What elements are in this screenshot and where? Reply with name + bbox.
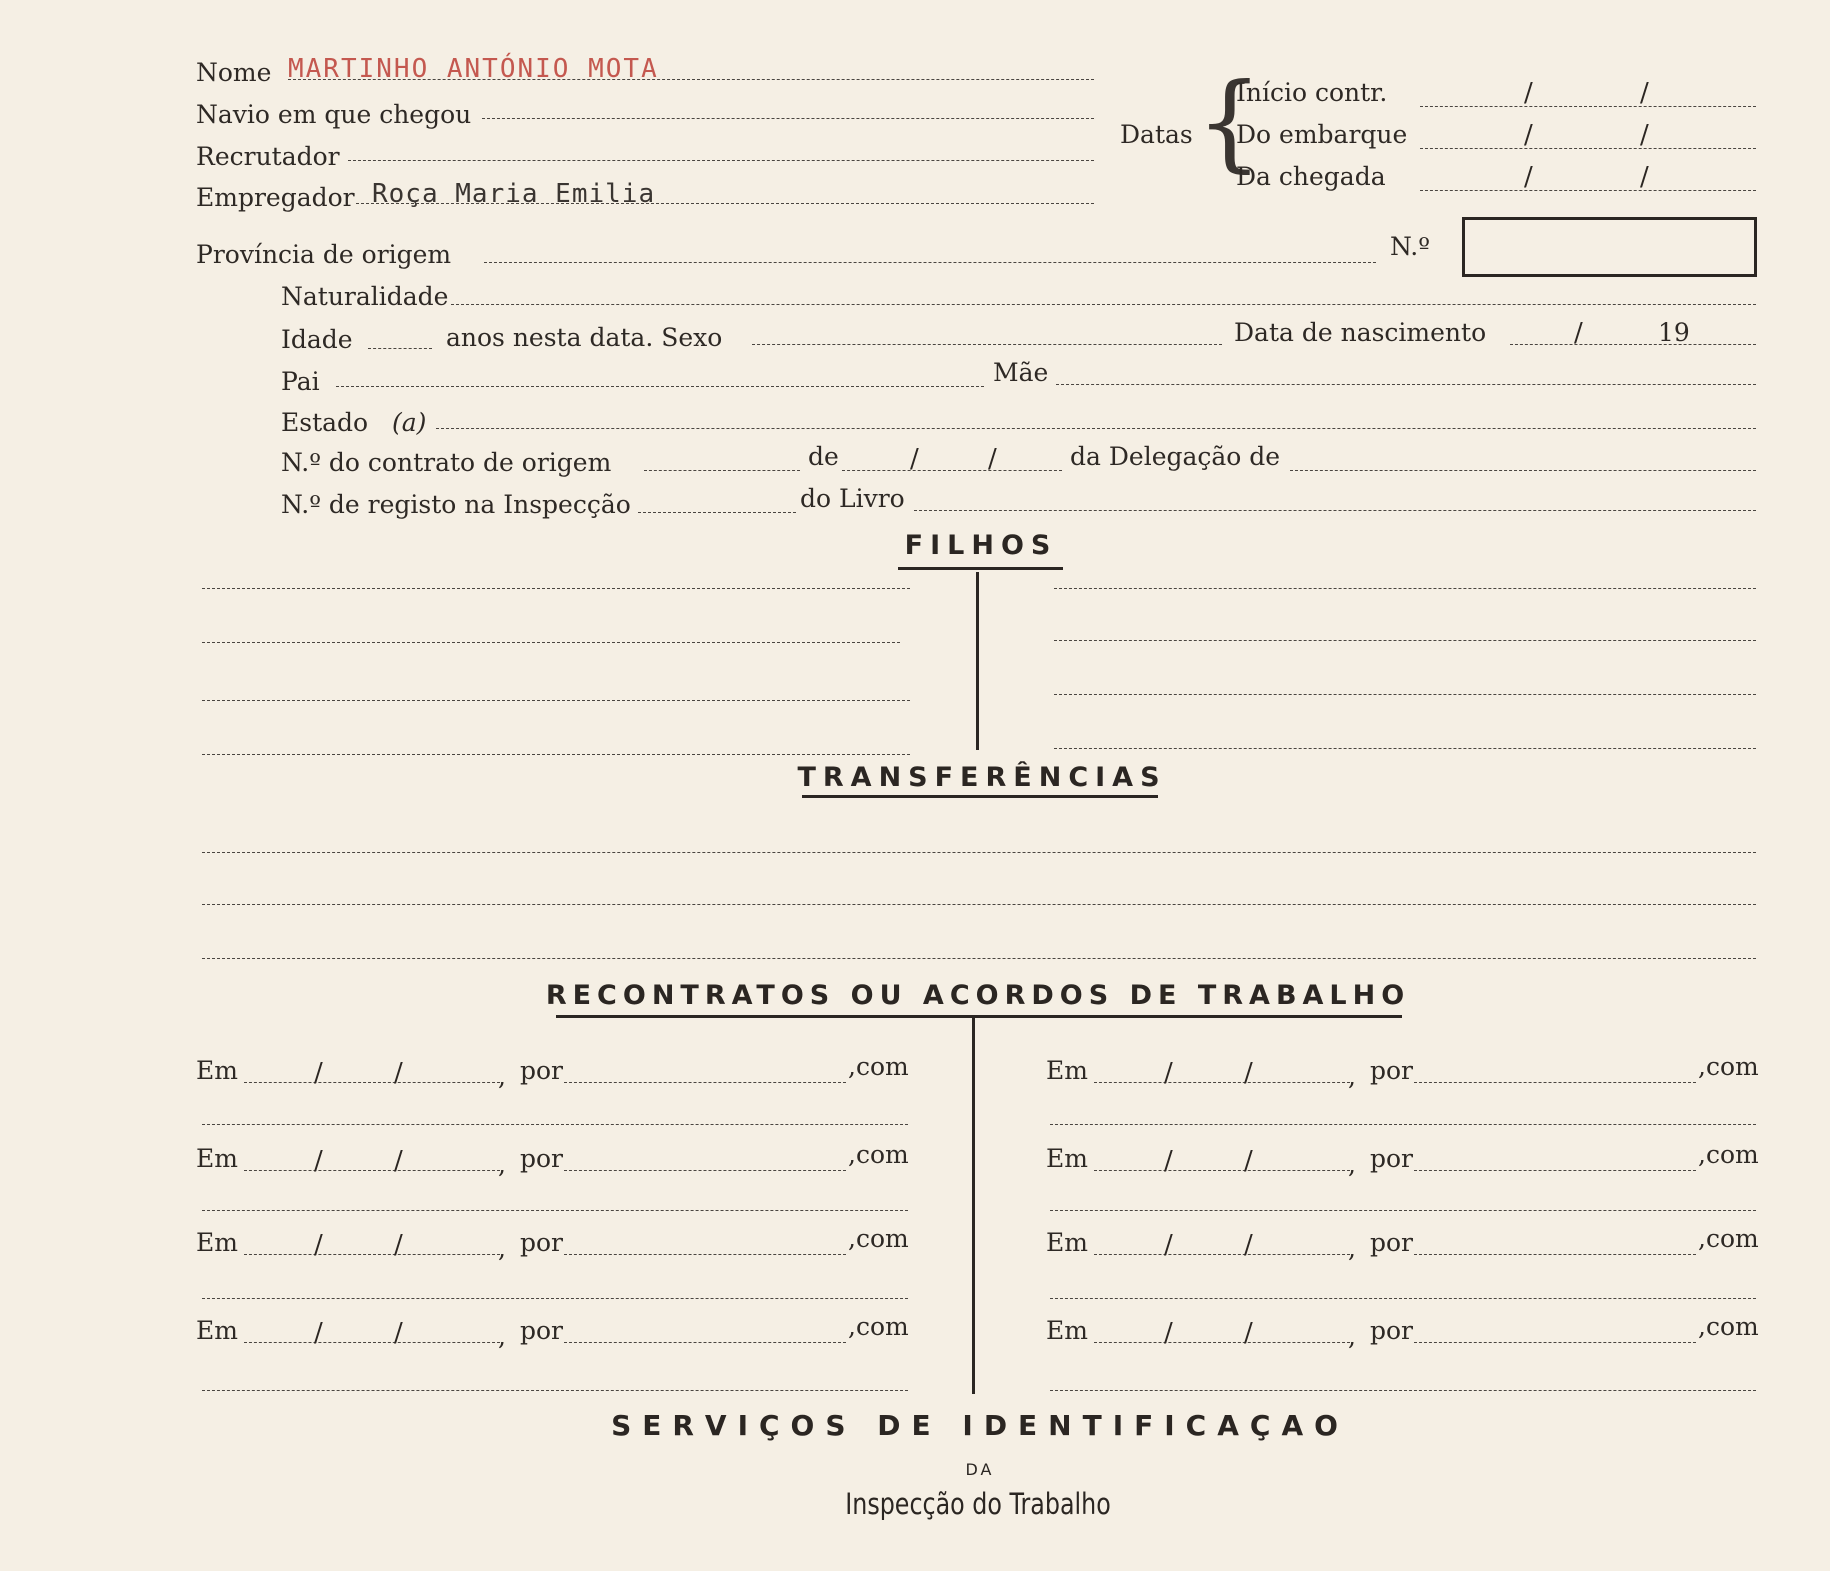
- date-separator: /: [1524, 120, 1533, 150]
- por-label: por: [1370, 1228, 1414, 1257]
- em-date-line: [244, 1170, 500, 1171]
- inicio-label: Início contr.: [1236, 78, 1388, 107]
- date-separator: /: [1164, 1058, 1173, 1088]
- recrutador-line: [348, 160, 1094, 161]
- comma-mark: ,: [498, 1234, 506, 1263]
- date-separator: /: [394, 1230, 403, 1260]
- em-date-line: [1094, 1170, 1350, 1171]
- em-label: Em: [1046, 1056, 1088, 1085]
- idade-line: [368, 348, 432, 349]
- date-separator: /: [314, 1146, 323, 1176]
- date-separator: /: [314, 1058, 323, 1088]
- date-separator: /: [1524, 162, 1533, 192]
- recontrato-separator-line: [202, 1124, 908, 1125]
- transferencias-line: [202, 958, 1756, 959]
- footer-da: DA: [965, 1460, 995, 1479]
- filhos-divider: [976, 572, 979, 750]
- por-label: por: [520, 1228, 564, 1257]
- com-label: ,com: [1698, 1052, 1759, 1081]
- recontratos-underline: [556, 1015, 1402, 1018]
- numero-label: N.º: [1390, 232, 1430, 261]
- em-date-line: [1094, 1342, 1350, 1343]
- date-separator: /: [1244, 1230, 1253, 1260]
- recontrato-separator-line: [1050, 1124, 1756, 1125]
- inicio-line: [1420, 106, 1756, 107]
- chegada-label: Da chegada: [1236, 162, 1386, 191]
- com-label: ,com: [848, 1224, 909, 1253]
- filhos-line: [202, 700, 910, 701]
- year-prefix: 19: [1658, 318, 1690, 347]
- contrato-label: N.º do contrato de origem: [281, 448, 612, 477]
- em-date-line: [244, 1082, 500, 1083]
- nascimento-line: [1510, 344, 1756, 345]
- chegada-line: [1420, 190, 1756, 191]
- comma-mark: ,: [498, 1150, 506, 1179]
- numero-box: [1462, 217, 1757, 277]
- servicos-heading: SERVIÇOS DE IDENTIFICAÇAO: [611, 1409, 1349, 1442]
- recontrato-separator-line: [1050, 1210, 1756, 1211]
- delegacao-label: da Delegação de: [1070, 442, 1281, 471]
- filhos-line: [1054, 748, 1756, 749]
- contrato-date-line: [842, 470, 1062, 471]
- por-line: [564, 1082, 846, 1083]
- mae-line: [1056, 384, 1756, 385]
- com-label: ,com: [1698, 1312, 1759, 1341]
- recontratos-heading: RECONTRATOS OU ACORDOS DE TRABALHO: [545, 980, 1411, 1011]
- date-separator: /: [1524, 78, 1533, 108]
- contrato-line: [644, 470, 800, 471]
- pai-label: Pai: [281, 367, 320, 396]
- transferencias-line: [202, 852, 1756, 853]
- por-label: por: [1370, 1316, 1414, 1345]
- por-line: [564, 1170, 846, 1171]
- date-separator: /: [1574, 318, 1583, 348]
- date-separator: /: [1164, 1230, 1173, 1260]
- estado-line: [436, 428, 1756, 429]
- navio-label: Navio em que chegou: [196, 100, 472, 129]
- provincia-line: [484, 262, 1376, 263]
- date-separator: /: [1640, 162, 1649, 192]
- em-label: Em: [1046, 1228, 1088, 1257]
- anos-sexo-label: anos nesta data. Sexo: [446, 323, 723, 352]
- por-line: [564, 1342, 846, 1343]
- em-date-line: [244, 1254, 500, 1255]
- filhos-line: [1054, 640, 1756, 641]
- em-date-line: [244, 1342, 500, 1343]
- date-separator: /: [394, 1318, 403, 1348]
- com-label: ,com: [1698, 1224, 1759, 1253]
- date-separator: /: [988, 444, 997, 474]
- por-line: [564, 1254, 846, 1255]
- filhos-line: [1054, 588, 1756, 589]
- por-label: por: [1370, 1056, 1414, 1085]
- nome-value: MARTINHO ANTÓNIO MOTA: [288, 54, 659, 84]
- filhos-line: [202, 754, 910, 755]
- em-date-line: [1094, 1082, 1350, 1083]
- embarque-line: [1420, 148, 1756, 149]
- com-label: ,com: [1698, 1140, 1759, 1169]
- em-label: Em: [196, 1316, 238, 1345]
- transferencias-underline: [802, 795, 1158, 798]
- date-separator: /: [1640, 120, 1649, 150]
- recontrato-separator-line: [202, 1298, 908, 1299]
- por-label: por: [1370, 1144, 1414, 1173]
- por-line: [1414, 1342, 1696, 1343]
- livro-label: do Livro: [800, 484, 905, 513]
- mae-label: Mãe: [993, 358, 1049, 387]
- em-label: Em: [1046, 1316, 1088, 1345]
- delegacao-line: [1290, 470, 1756, 471]
- em-label: Em: [196, 1056, 238, 1085]
- datas-label: Datas: [1120, 120, 1193, 149]
- comma-mark: ,: [498, 1322, 506, 1351]
- comma-mark: ,: [1348, 1322, 1356, 1351]
- date-separator: /: [1244, 1146, 1253, 1176]
- de-label: de: [808, 442, 839, 471]
- nome-label: Nome: [196, 58, 272, 87]
- date-separator: /: [1164, 1318, 1173, 1348]
- navio-line: [482, 118, 1094, 119]
- footer-inspeccao: Inspecção do Trabalho: [845, 1487, 1111, 1521]
- recontrato-separator-line: [202, 1390, 908, 1391]
- recontrato-separator-line: [1050, 1298, 1756, 1299]
- com-label: ,com: [848, 1312, 909, 1341]
- por-label: por: [520, 1144, 564, 1173]
- naturalidade-line: [451, 304, 1756, 305]
- em-label: Em: [1046, 1144, 1088, 1173]
- nascimento-label: Data de nascimento: [1234, 318, 1487, 347]
- recontrato-separator-line: [1050, 1390, 1756, 1391]
- em-label: Em: [196, 1144, 238, 1173]
- brace-icon: {: [1196, 61, 1263, 183]
- com-label: ,com: [848, 1052, 909, 1081]
- por-line: [1414, 1254, 1696, 1255]
- comma-mark: ,: [498, 1062, 506, 1091]
- date-separator: /: [1244, 1318, 1253, 1348]
- pai-line: [336, 386, 984, 387]
- empregador-value: Roça Maria Emilia: [372, 179, 656, 209]
- em-date-line: [1094, 1254, 1350, 1255]
- sexo-line: [752, 344, 1222, 345]
- registo-line: [638, 512, 796, 513]
- estado-label: Estado: [281, 408, 369, 437]
- naturalidade-label: Naturalidade: [281, 282, 449, 311]
- transferencias-line: [202, 904, 1756, 905]
- por-line: [1414, 1082, 1696, 1083]
- recontratos-divider: [972, 1018, 975, 1394]
- filhos-line: [202, 588, 910, 589]
- com-label: ,com: [848, 1140, 909, 1169]
- date-separator: /: [910, 444, 919, 474]
- por-label: por: [520, 1316, 564, 1345]
- por-line: [1414, 1170, 1696, 1171]
- nome-line: [288, 79, 1094, 80]
- date-separator: /: [394, 1058, 403, 1088]
- filhos-line: [1054, 694, 1756, 695]
- date-separator: /: [314, 1318, 323, 1348]
- registo-label: N.º de registo na Inspecção: [281, 490, 631, 519]
- empregador-line: [356, 203, 1094, 204]
- date-separator: /: [1244, 1058, 1253, 1088]
- date-separator: /: [394, 1146, 403, 1176]
- estado-note: (a): [392, 408, 427, 437]
- comma-mark: ,: [1348, 1234, 1356, 1263]
- comma-mark: ,: [1348, 1150, 1356, 1179]
- por-label: por: [520, 1056, 564, 1085]
- date-separator: /: [1640, 78, 1649, 108]
- comma-mark: ,: [1348, 1062, 1356, 1091]
- recrutador-label: Recrutador: [196, 142, 340, 171]
- embarque-label: Do embarque: [1236, 120, 1408, 149]
- date-separator: /: [314, 1230, 323, 1260]
- provincia-label: Província de origem: [196, 240, 452, 269]
- em-label: Em: [196, 1228, 238, 1257]
- filhos-line: [202, 642, 900, 643]
- filhos-heading: FILHOS: [904, 530, 1058, 561]
- livro-line: [914, 510, 1756, 511]
- empregador-label: Empregador: [196, 183, 355, 212]
- transferencias-heading: TRANSFERÊNCIAS: [797, 762, 1167, 793]
- recontrato-separator-line: [202, 1210, 908, 1211]
- date-separator: /: [1164, 1146, 1173, 1176]
- idade-label: Idade: [281, 325, 353, 354]
- filhos-underline: [898, 567, 1063, 570]
